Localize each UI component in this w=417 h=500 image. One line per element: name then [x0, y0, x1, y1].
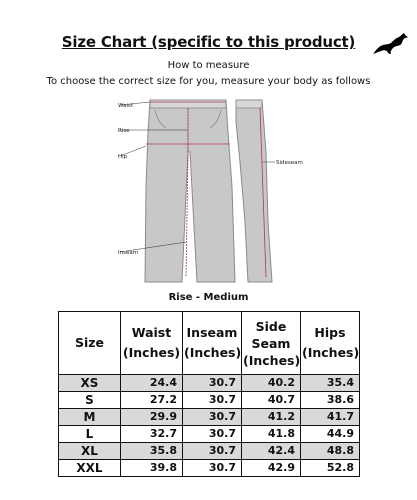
header-inseam: Inseam (Inches): [183, 312, 242, 375]
hips-cell: 35.4: [301, 375, 360, 392]
how-to-measure-heading: How to measure: [167, 60, 250, 71]
header-waist: Waist (Inches): [121, 312, 183, 375]
hips-cell: 52.8: [301, 460, 360, 477]
size-chart-table: [58, 311, 359, 477]
waist-cell: 39.8: [121, 460, 183, 477]
header-side-seam: Side Seam (Inches): [242, 312, 301, 375]
puma-cat-logo-icon: [371, 32, 409, 56]
waist-cell: 27.2: [121, 392, 183, 409]
size-cell: S: [59, 392, 121, 409]
side-seam-cell: 40.2: [242, 375, 301, 392]
inseam-cell: 30.7: [183, 460, 242, 477]
waist-cell: 24.4: [121, 375, 183, 392]
waist-label: Waist: [118, 103, 134, 109]
hips-cell: 48.8: [301, 443, 360, 460]
table-row: [59, 375, 360, 392]
table-row: [59, 392, 360, 409]
inseam-cell: 30.7: [183, 443, 242, 460]
rise-label: Rise: [118, 128, 130, 134]
table-row: [59, 460, 360, 477]
table-header-row: [59, 312, 360, 375]
page-title: Size Chart (specific to this product): [61, 33, 356, 51]
pants-measurement-diagram: [100, 92, 330, 292]
hips-cell: 41.7: [301, 409, 360, 426]
inseam-cell: 30.7: [183, 409, 242, 426]
side-seam-cell: 42.9: [242, 460, 301, 477]
waist-cell: 32.7: [121, 426, 183, 443]
side-seam-cell: 40.7: [242, 392, 301, 409]
size-cell: XXL: [59, 460, 121, 477]
waist-cell: 29.9: [121, 409, 183, 426]
inseam-label: Inseam: [118, 250, 139, 256]
table-row: [59, 409, 360, 426]
inseam-cell: 30.7: [183, 426, 242, 443]
table-row: [59, 443, 360, 460]
header-hips: Hips (Inches): [301, 312, 360, 375]
size-cell: XS: [59, 375, 121, 392]
inseam-cell: 30.7: [183, 375, 242, 392]
side-seam-cell: 41.8: [242, 426, 301, 443]
measure-instruction: To choose the correct size for you, measure your body as follows: [46, 76, 371, 87]
hips-cell: 44.9: [301, 426, 360, 443]
hip-label: Hip: [118, 154, 128, 160]
side-seam-cell: 41.2: [242, 409, 301, 426]
waist-cell: 35.8: [121, 443, 183, 460]
size-cell: XL: [59, 443, 121, 460]
rise-fit-label: Rise - Medium: [168, 292, 249, 303]
side-seam-cell: 42.4: [242, 443, 301, 460]
inseam-cell: 30.7: [183, 392, 242, 409]
size-cell: M: [59, 409, 121, 426]
hips-cell: 38.6: [301, 392, 360, 409]
table-row: [59, 426, 360, 443]
side-pants-illustration: [236, 100, 275, 282]
size-cell: L: [59, 426, 121, 443]
header-size: Size: [59, 312, 121, 375]
sideseam-label: Sideseam: [276, 160, 303, 166]
